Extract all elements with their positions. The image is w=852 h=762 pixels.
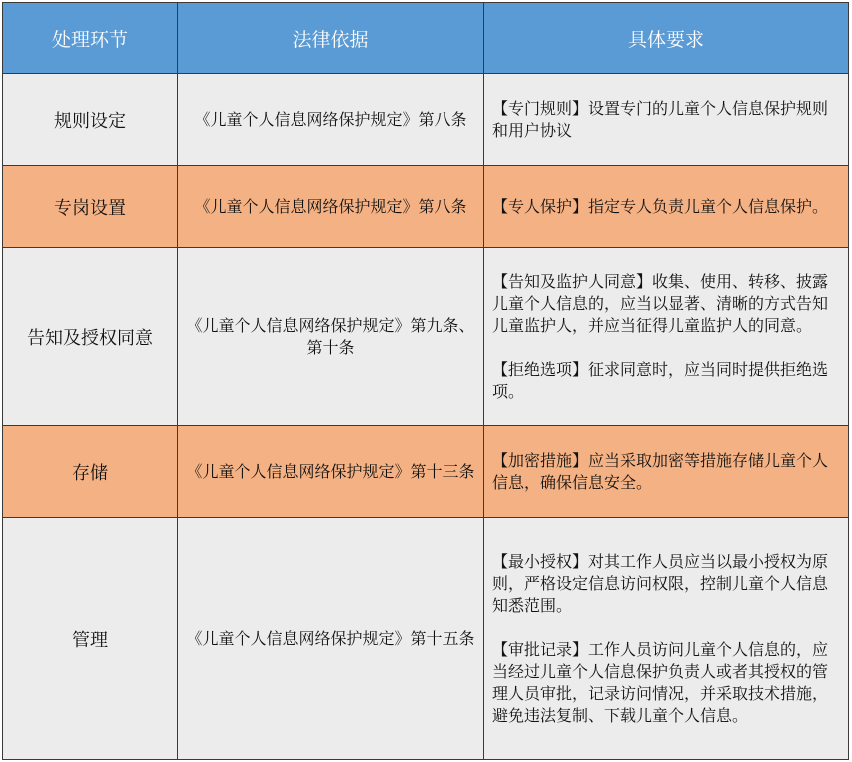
requirement-cell <box>484 74 849 166</box>
requirement-text: 【最小授权】对其工作人员应当以最小授权为原则，严格设定信息访问权限，控制儿童个人信息知悉范围。 <box>492 551 829 615</box>
header-stage: 处理环节 <box>3 3 178 74</box>
basis-cell: 《儿童个人信息网络保护规定》第十三条 <box>178 426 484 518</box>
child-data-protection-table <box>2 2 849 760</box>
header-requirement: 具体要求 <box>484 3 849 74</box>
requirement-text: 【审批记录】工作人员访问儿童个人信息的，应当经过儿童个人信息保护负责人或者其授权的管理人员审批，记录访问情况，并采取技术措施，避免违法复制、下载儿童个人信息。 <box>492 639 829 725</box>
basis-cell: 《儿童个人信息网络保护规定》第十五条 <box>178 518 484 760</box>
protection-table-container <box>2 2 848 758</box>
requirement-cell <box>484 518 849 760</box>
basis-cell: 《儿童个人信息网络保护规定》第九条、第十条 <box>178 248 484 426</box>
table-row <box>3 426 849 518</box>
basis-cell: 《儿童个人信息网络保护规定》第八条 <box>178 74 484 166</box>
requirement-text: 【告知及监护人同意】收集、使用、转移、披露儿童个人信息的，应当以显著、清晰的方式告知儿童监护人，并应当征得儿童监护人的同意。 <box>492 271 829 335</box>
stage-cell: 存储 <box>3 426 178 518</box>
table-row <box>3 248 849 426</box>
requirement-cell <box>484 248 849 426</box>
table-row <box>3 518 849 760</box>
table-row <box>3 74 849 166</box>
requirement-text: 【加密措施】应当采取加密等措施存储儿童个人信息，确保信息安全。 <box>492 450 829 492</box>
basis-cell: 《儿童个人信息网络保护规定》第八条 <box>178 166 484 248</box>
stage-cell: 专岗设置 <box>3 166 178 248</box>
requirement-text: 【拒绝选项】征求同意时，应当同时提供拒绝选项。 <box>492 359 829 401</box>
table-header-row <box>3 3 849 74</box>
table-row <box>3 166 849 248</box>
requirement-text: 【专门规则】设置专门的儿童个人信息保护规则和用户协议 <box>492 98 829 140</box>
requirement-cell <box>484 166 849 248</box>
requirement-cell <box>484 426 849 518</box>
stage-cell: 规则设定 <box>3 74 178 166</box>
stage-cell: 告知及授权同意 <box>3 248 178 426</box>
stage-cell: 管理 <box>3 518 178 760</box>
header-basis: 法律依据 <box>178 3 484 74</box>
requirement-text: 【专人保护】指定专人负责儿童个人信息保护。 <box>492 196 829 216</box>
